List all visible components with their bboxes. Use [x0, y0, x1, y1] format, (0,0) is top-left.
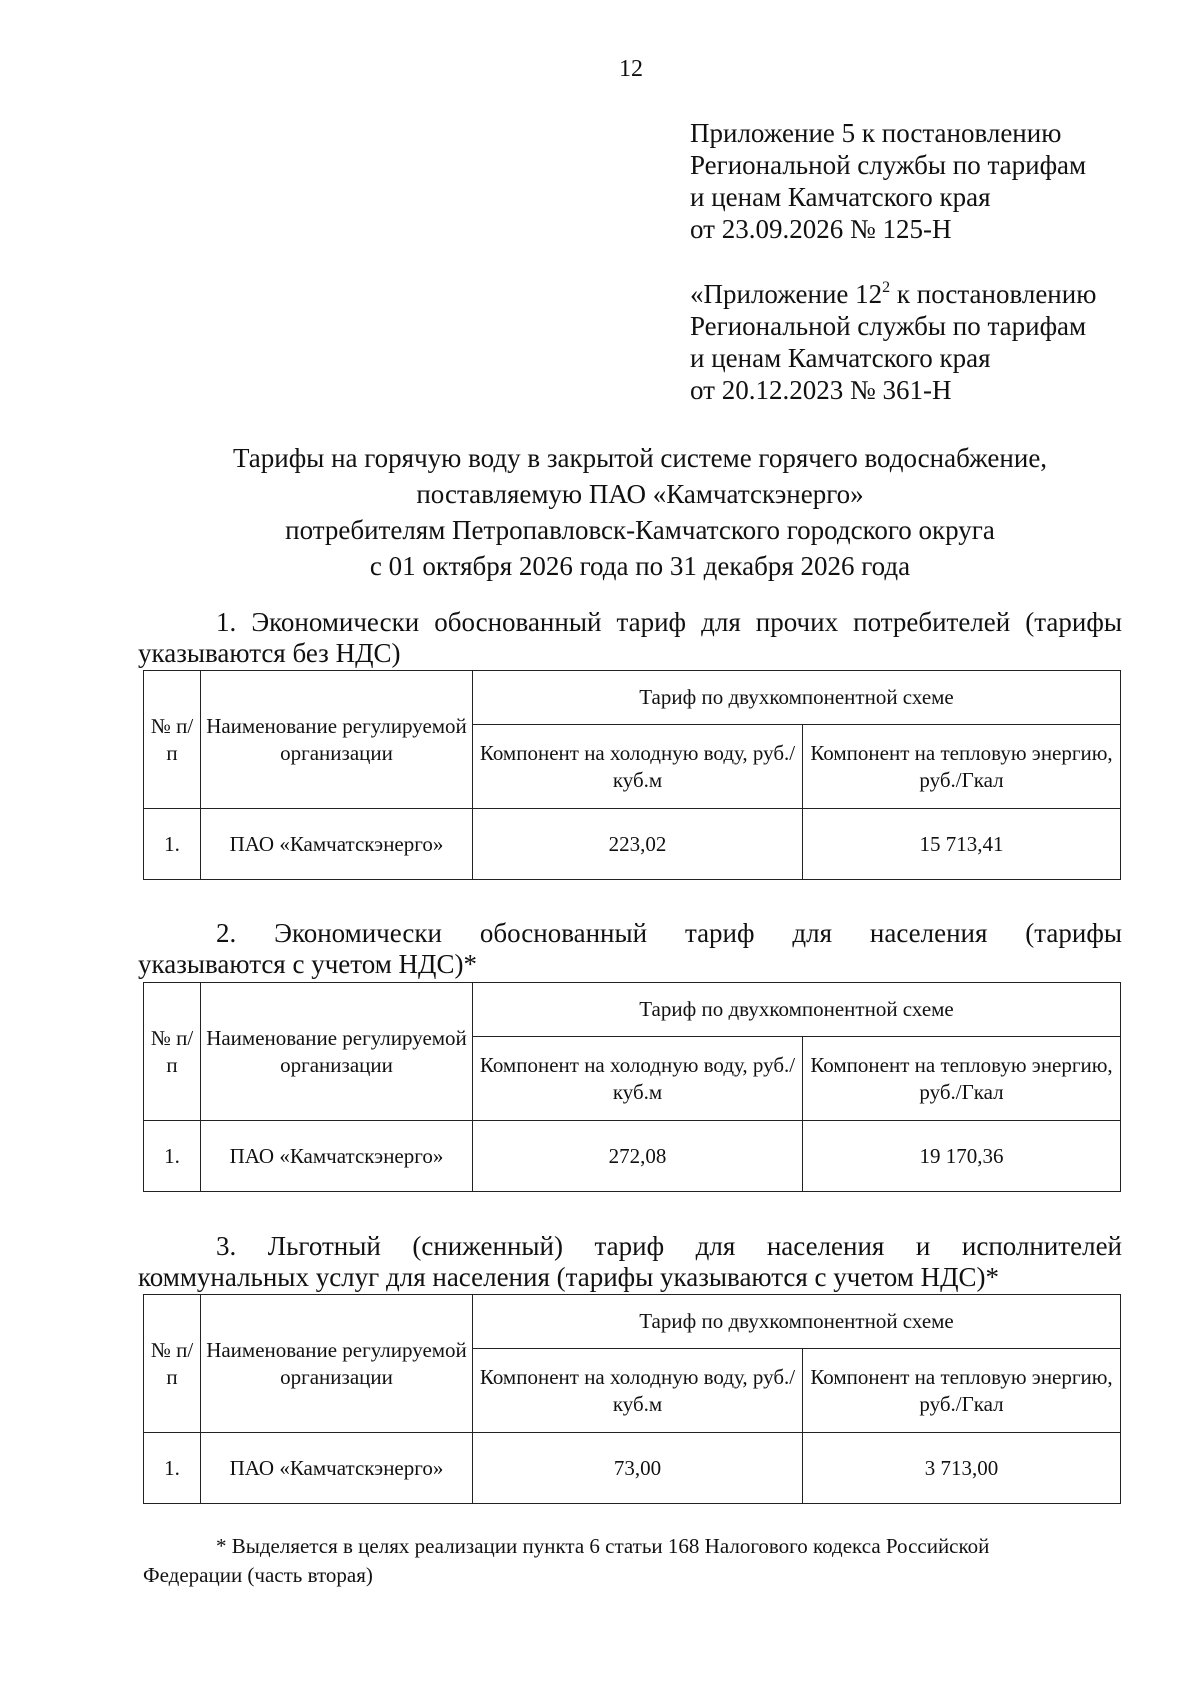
cell-cold: 73,00: [473, 1433, 803, 1504]
appendix-line: [690, 278, 1160, 310]
footnote: [143, 1532, 1121, 1590]
title-line: поставляемую ПАО «Камчатскэнерго»: [416, 479, 864, 509]
appendix-line: от 20.12.2023 № 361-Н: [690, 375, 952, 405]
tariff-table: [143, 1294, 1121, 1504]
header-scheme: Тариф по двухкомпонентной схеме: [473, 1295, 1121, 1349]
cell-num: 1.: [144, 1433, 201, 1504]
header-num: № п/п: [144, 1295, 201, 1433]
appendix-current-header: [690, 117, 1160, 245]
section-heading-line: указываются без НДС): [138, 638, 401, 668]
appendix-superscript: 2: [882, 279, 891, 296]
cell-org: ПАО «Камчатскэнерго»: [201, 1121, 473, 1192]
section-heading: [138, 918, 1122, 980]
document-title: [140, 440, 1140, 584]
header-heat-component: Компонент на тепловую энергию, руб./Гкал: [803, 725, 1121, 809]
title-line: с 01 октября 2026 года по 31 декабря 2026 года: [369, 551, 911, 581]
page-number: 12: [619, 56, 643, 82]
cell-cold: 223,02: [473, 809, 803, 880]
table-row: [144, 1121, 1121, 1192]
header-heat-component: Компонент на тепловую энергию, руб./Гкал: [803, 1349, 1121, 1433]
header-scheme: Тариф по двухкомпонентной схеме: [473, 983, 1121, 1037]
header-scheme: Тариф по двухкомпонентной схеме: [473, 671, 1121, 725]
appendix-line: и ценам Камчатского края: [690, 182, 991, 212]
section-heading-line: 1. Экономически обоснованный тариф для прочих потребителей (тарифы: [216, 607, 1122, 637]
cell-heat: 3 713,00: [803, 1433, 1121, 1504]
header-cold-component: Компонент на холодную воду, руб./куб.м: [473, 725, 803, 809]
appendix-suffix: к постановлению: [890, 279, 1097, 309]
header-org: Наименование регулируемой организации: [201, 671, 473, 809]
section-heading-line: коммунальных услуг для населения (тарифы указываются с учетом НДС)*: [138, 1262, 1000, 1292]
cell-cold: 272,08: [473, 1121, 803, 1192]
cell-heat: 15 713,41: [803, 809, 1121, 880]
header-num: № п/п: [144, 983, 201, 1121]
section-heading-line: 2. Экономически обоснованный тариф для населения (тарифы: [216, 918, 1122, 948]
header-org: Наименование регулируемой организации: [201, 1295, 473, 1433]
section-heading-line: 3. Льготный (сниженный) тариф для населения и исполнителей: [216, 1231, 1122, 1261]
table-row: [144, 809, 1121, 880]
cell-org: ПАО «Камчатскэнерго»: [201, 809, 473, 880]
cell-num: 1.: [144, 809, 201, 880]
footnote-line: * Выделяется в целях реализации пункта 6 статьи 168 Налогового кодекса Российской: [216, 1534, 990, 1558]
appendix-line: Региональной службы по тарифам: [690, 311, 1087, 341]
header-cold-component: Компонент на холодную воду, руб./куб.м: [473, 1037, 803, 1121]
appendix-line: от 23.09.2026 № 125-Н: [690, 214, 952, 244]
cell-org: ПАО «Камчатскэнерго»: [201, 1433, 473, 1504]
table-row: [144, 1433, 1121, 1504]
appendix-base-header: [690, 278, 1160, 406]
cell-num: 1.: [144, 1121, 201, 1192]
tariff-table: [143, 982, 1121, 1192]
header-cold-component: Компонент на холодную воду, руб./куб.м: [473, 1349, 803, 1433]
cell-heat: 19 170,36: [803, 1121, 1121, 1192]
appendix-line: и ценам Камчатского края: [690, 343, 991, 373]
title-line: потребителям Петропавловск-Камчатского городского округа: [285, 515, 995, 545]
section-heading: [138, 607, 1122, 669]
appendix-prefix: «Приложение 12: [690, 279, 883, 309]
header-num: № п/п: [144, 671, 201, 809]
section-heading: [138, 1231, 1122, 1293]
header-org: Наименование регулируемой организации: [201, 983, 473, 1121]
section-heading-line: указываются с учетом НДС)*: [138, 949, 477, 979]
footnote-line: Федерации (часть вторая): [143, 1563, 373, 1587]
header-heat-component: Компонент на тепловую энергию, руб./Гкал: [803, 1037, 1121, 1121]
appendix-line: Региональной службы по тарифам: [690, 150, 1087, 180]
title-line: Тарифы на горячую воду в закрытой системе горячего водоснабжение,: [232, 443, 1048, 473]
tariff-table: [143, 670, 1121, 880]
appendix-line: Приложение 5 к постановлению: [690, 118, 1062, 148]
